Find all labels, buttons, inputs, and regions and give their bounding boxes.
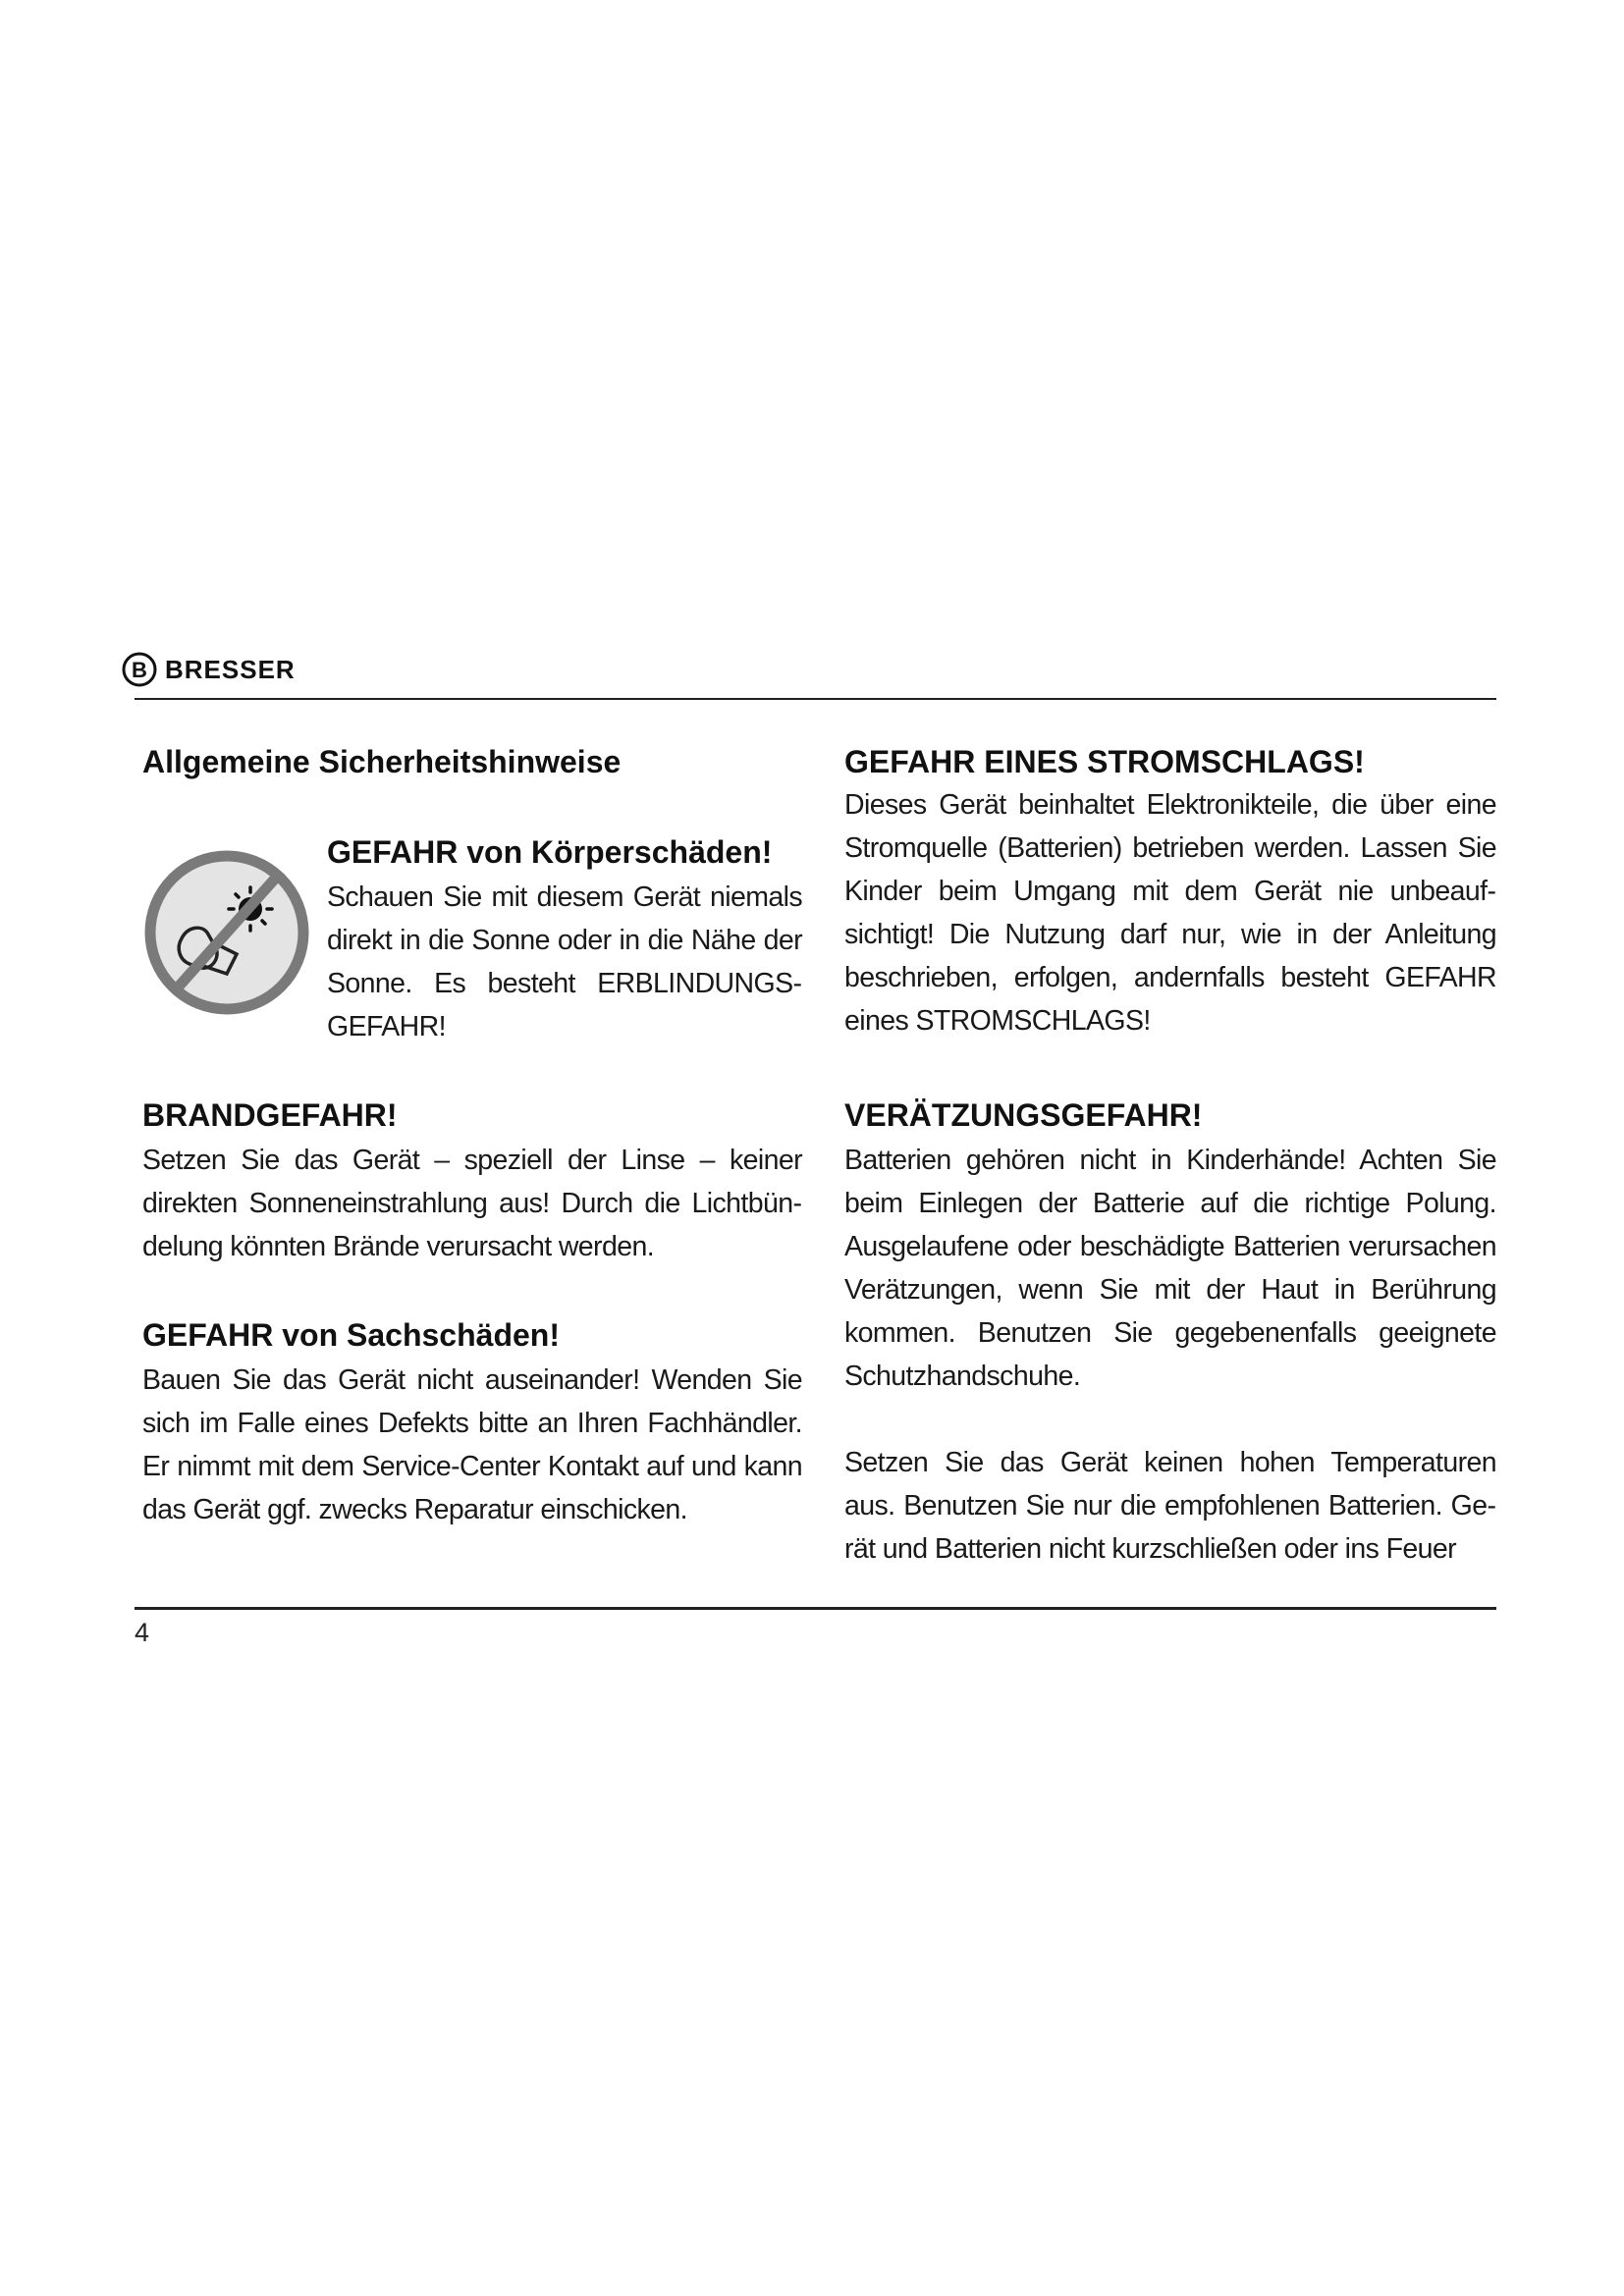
bresser-b-logo-icon [122, 652, 157, 687]
property-damage-section [142, 1315, 802, 1531]
chemical-burn-text: Batterien gehören nicht in Kinderhände! Achten Sie beim Einlegen der Batterie auf die richtige Polung. Ausgelaufene oder beschädigte Batterien verursachen Verätzungen, wenn Sie mit der Haut in Berührung kommen. Benutzen Sie gegebenenfalls geeignete Schutzhandschuhe. [844, 1145, 1496, 1392]
body-injury-content [327, 832, 802, 1048]
svg-text:B: B [132, 658, 147, 682]
chemical-burn-heading: VERÄTZUNGSGEFAHR! [844, 1097, 1203, 1133]
property-damage-text: Bauen Sie das Gerät nicht auseinander! Wenden Sie sich im Falle eines Defekts bitte an Ihren Fachhändler. Er nimmt mit dem Service-Center Kontakt auf und kann das Gerät ggf. zwecks Reparatur einschicken. [142, 1364, 802, 1525]
electric-shock-section [844, 742, 1496, 1042]
temperature-section [844, 1441, 1496, 1571]
chemical-burn-section [844, 1095, 1496, 1398]
brand-logo [122, 652, 296, 687]
body-injury-warning [142, 832, 802, 1048]
fire-hazard-section [142, 1095, 802, 1268]
general-safety-heading: Allgemeine Sicherheitshinweise [142, 744, 622, 779]
footer-divider [135, 1607, 1496, 1610]
electric-shock-text: Dieses Gerät beinhaltet Elektronikteile, die über eine Stromquelle (Batterien) betrieben werden. Lassen Sie Kinder beim Umgang mit dem Gerät nie unbeaufsichtigt! Die Nutzung darf nur, wie in der Anleitung beschrieben, erfolgen, andernfalls besteht GEFAHR eines STROMSCHLAGS! [844, 789, 1496, 1037]
page-number: 4 [135, 1618, 150, 1647]
left-column [142, 742, 802, 1531]
body-injury-text: Schauen Sie mit diesem Gerät niemals direkt in die Sonne oder in die Nähe der Sonne. Es besteht ERBLINDUNGSGEFAHR! [327, 881, 802, 1042]
fire-hazard-text: Setzen Sie das Gerät – speziell der Linse – keiner direkten Sonneneinstrahlung aus! Durch die Lichtbündelung könnten Brände verursacht werden. [142, 1145, 802, 1262]
property-damage-heading: GEFAHR von Sachschäden! [142, 1317, 560, 1353]
right-column [844, 742, 1496, 1571]
temperature-text: Setzen Sie das Gerät keinen hohen Temperaturen aus. Benutzen Sie nur die empfohlenen Batterien. Gerät und Batterien nicht kurzschließen oder ins Feuer [844, 1447, 1496, 1565]
body-injury-heading: GEFAHR von Körperschäden! [327, 834, 773, 870]
header-divider [135, 698, 1496, 700]
no-sun-viewing-icon [142, 848, 311, 1017]
fire-hazard-heading: BRANDGEFAHR! [142, 1097, 398, 1133]
electric-shock-heading: GEFAHR EINES STROMSCHLAGS! [844, 744, 1365, 779]
brand-name: BRESSER [165, 654, 296, 684]
